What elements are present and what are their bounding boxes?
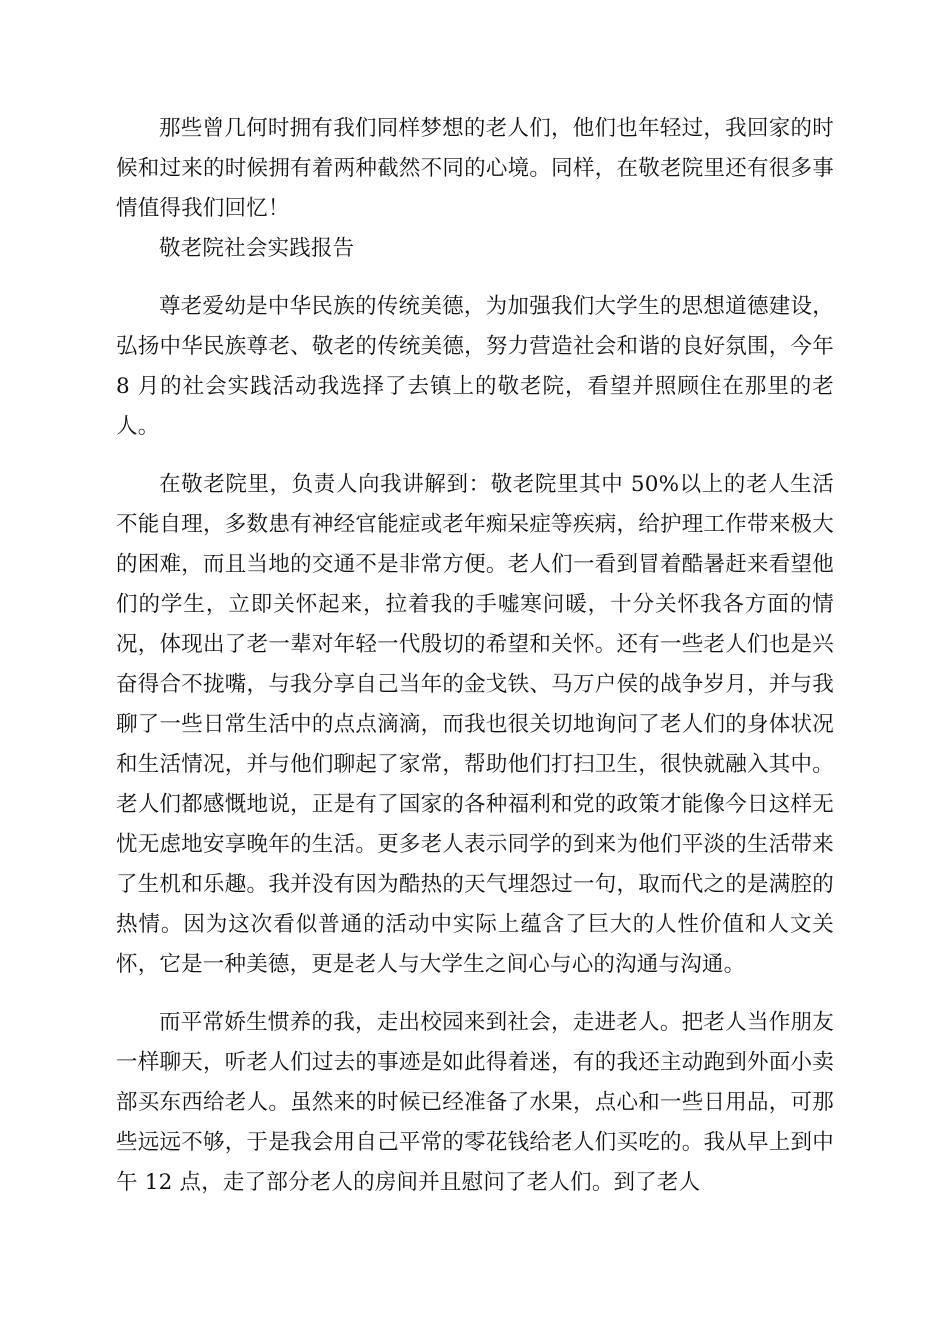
section-heading: 敬老院社会实践报告 xyxy=(159,236,355,261)
paragraph-experience: 而平常娇生惯养的我，走出校园来到社会，走进老人。把老人当作朋友一样聊天，听老人们过去的事迹是如此得着迷，有的我还主动跑到外面小卖部买东西给老人。虽然来的时候已经准备了水果，点心和一些日用品，可那些远远不够，于是我会用自己平常的零花钱给老人们买吃的。我从早上到中午 12 点，走了部分老人的房间并且慰问了老人们。到了老人 xyxy=(116,1010,834,1195)
paragraph-visit: 在敬老院里，负责人向我讲解到：敬老院里其中 50%以上的老人生活不能自理，多数患有神经官能症或老年痴呆症等疾病，给护理工作带来极大的困难，而且当地的交通不是非常方便。老人们一看到冒着酷暑赶来看望他们的学生，立即关怀起来，拉着我的手嘘寒问暖，十分关怀我各方面的情况，体现出了老一辈对年轻一代殷切的希望和关怀。还有一些老人们也是兴奋得合不拢嘴，与我分享自己当年的金戈铁、马万户侯的战争岁月，并与我聊了一些日常生活中的点点滴滴，而我也很关切地询问了老人们的身体状况和生活情况，并与他们聊起了家常，帮助他们打扫卫生，很快就融入其中。老人们都感慨地说，正是有了国家的各种福利和党的政策才能像今日这样无忧无虑地安享晚年的生活。更多老人表示同学的到来为他们平淡的生活带来了生机和乐趣。我并没有因为酷热的天气埋怨过一句，取而代之的是满腔的热情。因为这次看似普通的活动中实际上蕴含了巨大的人性价值和人文关怀，它是一种美德，更是老人与大学生之间心与心的沟通与沟通。 xyxy=(116,472,834,977)
document-body xyxy=(116,109,834,1203)
paragraph-intro: 尊老爱幼是中华民族的传统美德，为加强我们大学生的思想道德建设，弘扬中华民族尊老、敬老的传统美德，努力营造社会和谐的良好氛围，今年 8 月的社会实践活动我选择了去镇上的敬老院，看望并照顾住在那里的老人。 xyxy=(116,294,834,439)
paragraph-reflection: 那些曾几何时拥有我们同样梦想的老人们，他们也年轻过，我回家的时候和过来的时候拥有着两种截然不同的心境。同样，在敬老院里还有很多事情值得我们回忆！ xyxy=(116,116,834,221)
